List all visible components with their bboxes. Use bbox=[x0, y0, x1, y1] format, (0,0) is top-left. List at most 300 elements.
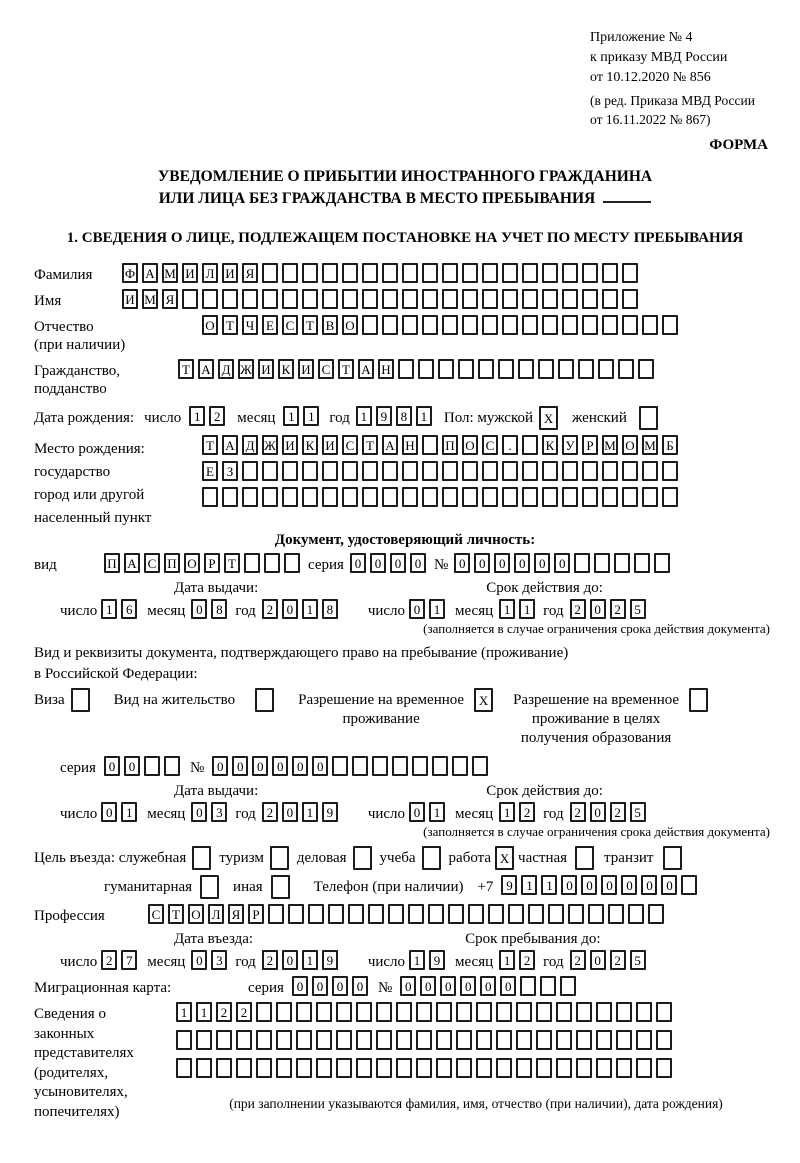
birth-place-row2-cells-cell-18[interactable] bbox=[562, 461, 578, 481]
profession-cells-cell-4[interactable]: Я bbox=[228, 904, 244, 924]
doc-expiry-year-cells-cell-0[interactable]: 2 bbox=[570, 599, 586, 619]
res-number-cells-cell-2[interactable]: 0 bbox=[252, 756, 268, 776]
res-issue-day-cells-cell-0[interactable]: 0 bbox=[101, 802, 117, 822]
birth-place-row1-cells-cell-3[interactable]: Ж bbox=[262, 435, 278, 455]
name-cells-cell-21[interactable] bbox=[542, 289, 558, 309]
citizenship-cells-cell-14[interactable] bbox=[458, 359, 474, 379]
citizenship-cells-cell-21[interactable] bbox=[598, 359, 614, 379]
temp-residence-checkbox-cell-0[interactable]: X bbox=[474, 688, 493, 712]
representatives-row3-cells-cell-24[interactable] bbox=[656, 1058, 672, 1078]
patronymic-cells-cell-16[interactable] bbox=[522, 315, 538, 335]
birth-place-row1-cells-cell-15[interactable]: . bbox=[502, 435, 518, 455]
birth-place-row3-cells-cell-2[interactable] bbox=[242, 487, 258, 507]
birth-place-row2-cells-cell-14[interactable] bbox=[482, 461, 498, 481]
birth-place-row2-cells-cell-10[interactable] bbox=[402, 461, 418, 481]
residence-permit-checkbox-cell-0[interactable] bbox=[255, 688, 274, 712]
citizenship-cells-cell-19[interactable] bbox=[558, 359, 574, 379]
birth-place-row3-cells-cell-7[interactable] bbox=[342, 487, 358, 507]
representatives-row2-cells-cell-10[interactable] bbox=[376, 1030, 392, 1050]
mig-series-cells-cell-2[interactable]: 0 bbox=[332, 976, 348, 996]
profession-cells-cell-11[interactable] bbox=[368, 904, 384, 924]
surname-cells-cell-13[interactable] bbox=[382, 263, 398, 283]
representatives-row1-cells-cell-5[interactable] bbox=[276, 1002, 292, 1022]
representatives-row1-cells-cell-6[interactable] bbox=[296, 1002, 312, 1022]
representatives-row3-cells-cell-5[interactable] bbox=[276, 1058, 292, 1078]
profession-cells-cell-20[interactable] bbox=[548, 904, 564, 924]
citizenship-cells-cell-0[interactable]: Т bbox=[178, 359, 194, 379]
patronymic-cells-cell-4[interactable]: С bbox=[282, 315, 298, 335]
res-issue-month-cells-cell-0[interactable]: 0 bbox=[191, 802, 207, 822]
res-issue-day-cells-cell-1[interactable]: 1 bbox=[121, 802, 137, 822]
citizenship-cells-cell-4[interactable]: И bbox=[258, 359, 274, 379]
name-cells-cell-2[interactable]: Я bbox=[162, 289, 178, 309]
representatives-row1-cells-cell-10[interactable] bbox=[376, 1002, 392, 1022]
res-expiry-day-cells-cell-0[interactable]: 0 bbox=[409, 802, 425, 822]
representatives-row3-cells-cell-23[interactable] bbox=[636, 1058, 652, 1078]
birth-place-row1-cells-cell-21[interactable]: О bbox=[622, 435, 638, 455]
name-cells-cell-5[interactable] bbox=[222, 289, 238, 309]
representatives-row3-cells-cell-19[interactable] bbox=[556, 1058, 572, 1078]
birth-place-row3-cells-cell-3[interactable] bbox=[262, 487, 278, 507]
entry-year-cells-cell-0[interactable]: 2 bbox=[262, 950, 278, 970]
birth-place-row1-cells-cell-4[interactable]: И bbox=[282, 435, 298, 455]
birth-place-row1-cells-cell-5[interactable]: К bbox=[302, 435, 318, 455]
mig-number-cells-cell-2[interactable]: 0 bbox=[440, 976, 456, 996]
birth-place-row2-cells-cell-1[interactable]: З bbox=[222, 461, 238, 481]
surname-cells-cell-23[interactable] bbox=[582, 263, 598, 283]
res-expiry-month-cells-cell-0[interactable]: 1 bbox=[499, 802, 515, 822]
entry-year-cells-cell-1[interactable]: 0 bbox=[282, 950, 298, 970]
representatives-row2-cells-cell-12[interactable] bbox=[416, 1030, 432, 1050]
doc-series-cells-cell-2[interactable]: 0 bbox=[390, 553, 406, 573]
res-number-cells-cell-13[interactable] bbox=[472, 756, 488, 776]
birth-place-row1-cells-cell-0[interactable]: Т bbox=[202, 435, 218, 455]
res-expiry-day-cells-cell-1[interactable]: 1 bbox=[429, 802, 445, 822]
representatives-row2-cells-cell-24[interactable] bbox=[656, 1030, 672, 1050]
res-series-cells-cell-0[interactable]: 0 bbox=[104, 756, 120, 776]
representatives-row3-cells-cell-15[interactable] bbox=[476, 1058, 492, 1078]
birth-place-row3-cells-cell-13[interactable] bbox=[462, 487, 478, 507]
birth-place-row1-cells-cell-20[interactable]: М bbox=[602, 435, 618, 455]
doc-expiry-day-cells-cell-1[interactable]: 1 bbox=[429, 599, 445, 619]
birth-place-row3-cells-cell-14[interactable] bbox=[482, 487, 498, 507]
surname-cells-cell-22[interactable] bbox=[562, 263, 578, 283]
patronymic-cells-cell-13[interactable] bbox=[462, 315, 478, 335]
entry-month-cells-cell-0[interactable]: 0 bbox=[191, 950, 207, 970]
representatives-row2-cells-cell-9[interactable] bbox=[356, 1030, 372, 1050]
birth-place-row3-cells-cell-9[interactable] bbox=[382, 487, 398, 507]
birth-place-row2-cells-cell-8[interactable] bbox=[362, 461, 378, 481]
name-cells-cell-22[interactable] bbox=[562, 289, 578, 309]
name-cells-cell-23[interactable] bbox=[582, 289, 598, 309]
surname-cells-cell-10[interactable] bbox=[322, 263, 338, 283]
entry-year-cells-cell-2[interactable]: 1 bbox=[302, 950, 318, 970]
name-cells-cell-25[interactable] bbox=[622, 289, 638, 309]
profession-cells-cell-19[interactable] bbox=[528, 904, 544, 924]
representatives-row2-cells-cell-1[interactable] bbox=[196, 1030, 212, 1050]
birth-place-row2-cells-cell-23[interactable] bbox=[662, 461, 678, 481]
patronymic-cells-cell-11[interactable] bbox=[422, 315, 438, 335]
birth-place-row1-cells-cell-7[interactable]: С bbox=[342, 435, 358, 455]
patronymic-cells-cell-23[interactable] bbox=[662, 315, 678, 335]
birth-place-row3-cells-cell-8[interactable] bbox=[362, 487, 378, 507]
res-expiry-year-cells-cell-1[interactable]: 0 bbox=[590, 802, 606, 822]
res-number-cells-cell-10[interactable] bbox=[412, 756, 428, 776]
surname-cells-cell-16[interactable] bbox=[442, 263, 458, 283]
profession-cells-cell-16[interactable] bbox=[468, 904, 484, 924]
birth-place-row1-cells-cell-22[interactable]: М bbox=[642, 435, 658, 455]
citizenship-cells-cell-16[interactable] bbox=[498, 359, 514, 379]
name-cells-cell-11[interactable] bbox=[342, 289, 358, 309]
doc-number-cells-cell-5[interactable]: 0 bbox=[554, 553, 570, 573]
phone-cells-cell-1[interactable]: 1 bbox=[521, 875, 537, 895]
patronymic-cells-cell-3[interactable]: Е bbox=[262, 315, 278, 335]
representatives-row1-cells-cell-12[interactable] bbox=[416, 1002, 432, 1022]
doc-series-cells-cell-3[interactable]: 0 bbox=[410, 553, 426, 573]
surname-cells-cell-8[interactable] bbox=[282, 263, 298, 283]
representatives-row2-cells-cell-0[interactable] bbox=[176, 1030, 192, 1050]
doc-series-cells-cell-0[interactable]: 0 bbox=[350, 553, 366, 573]
phone-cells-cell-8[interactable]: 0 bbox=[661, 875, 677, 895]
representatives-row1-cells-cell-14[interactable] bbox=[456, 1002, 472, 1022]
doc-series-cells-cell-1[interactable]: 0 bbox=[370, 553, 386, 573]
citizenship-cells-cell-10[interactable]: Н bbox=[378, 359, 394, 379]
representatives-row1-cells-cell-3[interactable]: 2 bbox=[236, 1002, 252, 1022]
patronymic-cells-cell-22[interactable] bbox=[642, 315, 658, 335]
birth-place-row1-cells-cell-8[interactable]: Т bbox=[362, 435, 378, 455]
mig-series-cells-cell-1[interactable]: 0 bbox=[312, 976, 328, 996]
profession-cells-cell-13[interactable] bbox=[408, 904, 424, 924]
birth-place-row1-cells-cell-16[interactable] bbox=[522, 435, 538, 455]
doc-type-cells-cell-8[interactable] bbox=[264, 553, 280, 573]
doc-number-cells-cell-2[interactable]: 0 bbox=[494, 553, 510, 573]
doc-issue-year-cells-cell-3[interactable]: 8 bbox=[322, 599, 338, 619]
patronymic-cells-cell-5[interactable]: Т bbox=[302, 315, 318, 335]
representatives-row3-cells-cell-20[interactable] bbox=[576, 1058, 592, 1078]
doc-type-cells-cell-6[interactable]: Т bbox=[224, 553, 240, 573]
birth-day-cells-cell-1[interactable]: 2 bbox=[209, 406, 225, 426]
representatives-row1-cells-cell-15[interactable] bbox=[476, 1002, 492, 1022]
representatives-row3-cells-cell-12[interactable] bbox=[416, 1058, 432, 1078]
purpose-tourism-checkbox-cell-0[interactable] bbox=[270, 846, 289, 870]
birth-place-row3-cells-cell-17[interactable] bbox=[542, 487, 558, 507]
profession-cells-cell-21[interactable] bbox=[568, 904, 584, 924]
birth-place-row3-cells-cell-0[interactable] bbox=[202, 487, 218, 507]
representatives-row3-cells-cell-16[interactable] bbox=[496, 1058, 512, 1078]
representatives-row3-cells-cell-14[interactable] bbox=[456, 1058, 472, 1078]
birth-month-cells-cell-1[interactable]: 1 bbox=[303, 406, 319, 426]
birth-place-row3-cells-cell-16[interactable] bbox=[522, 487, 538, 507]
representatives-row2-cells-cell-14[interactable] bbox=[456, 1030, 472, 1050]
name-cells-cell-20[interactable] bbox=[522, 289, 538, 309]
res-number-cells-cell-7[interactable] bbox=[352, 756, 368, 776]
representatives-row1-cells-cell-23[interactable] bbox=[636, 1002, 652, 1022]
profession-cells-cell-8[interactable] bbox=[308, 904, 324, 924]
citizenship-cells-cell-23[interactable] bbox=[638, 359, 654, 379]
profession-cells-cell-25[interactable] bbox=[648, 904, 664, 924]
mig-number-cells-cell-3[interactable]: 0 bbox=[460, 976, 476, 996]
res-issue-month-cells-cell-1[interactable]: 3 bbox=[211, 802, 227, 822]
phone-cells-cell-9[interactable] bbox=[681, 875, 697, 895]
representatives-row1-cells-cell-4[interactable] bbox=[256, 1002, 272, 1022]
res-number-cells-cell-1[interactable]: 0 bbox=[232, 756, 248, 776]
birth-place-row2-cells-cell-20[interactable] bbox=[602, 461, 618, 481]
phone-cells-cell-3[interactable]: 0 bbox=[561, 875, 577, 895]
birth-place-row2-cells-cell-19[interactable] bbox=[582, 461, 598, 481]
name-cells-cell-4[interactable] bbox=[202, 289, 218, 309]
patronymic-cells-cell-18[interactable] bbox=[562, 315, 578, 335]
stay-day-cells-cell-0[interactable]: 1 bbox=[409, 950, 425, 970]
mig-series-cells-cell-0[interactable]: 0 bbox=[292, 976, 308, 996]
name-cells-cell-10[interactable] bbox=[322, 289, 338, 309]
representatives-row2-cells-cell-13[interactable] bbox=[436, 1030, 452, 1050]
res-series-cells-cell-2[interactable] bbox=[144, 756, 160, 776]
name-cells-cell-14[interactable] bbox=[402, 289, 418, 309]
sex-male-checkbox-cell-0[interactable]: X bbox=[539, 406, 558, 430]
representatives-row1-cells-cell-7[interactable] bbox=[316, 1002, 332, 1022]
citizenship-cells-cell-3[interactable]: Ж bbox=[238, 359, 254, 379]
res-issue-year-cells-cell-2[interactable]: 1 bbox=[302, 802, 318, 822]
doc-issue-year-cells-cell-1[interactable]: 0 bbox=[282, 599, 298, 619]
name-cells-cell-7[interactable] bbox=[262, 289, 278, 309]
profession-cells-cell-3[interactable]: Л bbox=[208, 904, 224, 924]
doc-number-cells-cell-1[interactable]: 0 bbox=[474, 553, 490, 573]
res-issue-year-cells-cell-1[interactable]: 0 bbox=[282, 802, 298, 822]
name-cells-cell-1[interactable]: М bbox=[142, 289, 158, 309]
res-number-cells-cell-11[interactable] bbox=[432, 756, 448, 776]
representatives-row1-cells-cell-1[interactable]: 1 bbox=[196, 1002, 212, 1022]
birth-place-row2-cells-cell-7[interactable] bbox=[342, 461, 358, 481]
doc-expiry-year-cells-cell-1[interactable]: 0 bbox=[590, 599, 606, 619]
representatives-row2-cells-cell-7[interactable] bbox=[316, 1030, 332, 1050]
representatives-row3-cells-cell-0[interactable] bbox=[176, 1058, 192, 1078]
birth-place-row3-cells-cell-10[interactable] bbox=[402, 487, 418, 507]
surname-cells-cell-6[interactable]: Я bbox=[242, 263, 258, 283]
patronymic-cells-cell-6[interactable]: В bbox=[322, 315, 338, 335]
profession-cells-cell-17[interactable] bbox=[488, 904, 504, 924]
citizenship-cells-cell-6[interactable]: И bbox=[298, 359, 314, 379]
birth-place-row2-cells-cell-12[interactable] bbox=[442, 461, 458, 481]
surname-cells-cell-24[interactable] bbox=[602, 263, 618, 283]
surname-cells-cell-11[interactable] bbox=[342, 263, 358, 283]
birth-year-cells-cell-2[interactable]: 8 bbox=[396, 406, 412, 426]
purpose-official-checkbox-cell-0[interactable] bbox=[192, 846, 211, 870]
birth-place-row2-cells-cell-13[interactable] bbox=[462, 461, 478, 481]
birth-place-row1-cells-cell-2[interactable]: Д bbox=[242, 435, 258, 455]
doc-expiry-year-cells-cell-3[interactable]: 5 bbox=[630, 599, 646, 619]
surname-cells-cell-3[interactable]: И bbox=[182, 263, 198, 283]
citizenship-cells-cell-2[interactable]: Д bbox=[218, 359, 234, 379]
doc-issue-month-cells-cell-1[interactable]: 8 bbox=[211, 599, 227, 619]
surname-cells-cell-17[interactable] bbox=[462, 263, 478, 283]
birth-place-row3-cells-cell-18[interactable] bbox=[562, 487, 578, 507]
citizenship-cells-cell-1[interactable]: А bbox=[198, 359, 214, 379]
patronymic-cells-cell-21[interactable] bbox=[622, 315, 638, 335]
birth-place-row1-cells-cell-1[interactable]: А bbox=[222, 435, 238, 455]
representatives-row2-cells-cell-17[interactable] bbox=[516, 1030, 532, 1050]
res-expiry-year-cells-cell-3[interactable]: 5 bbox=[630, 802, 646, 822]
birth-place-row2-cells-cell-22[interactable] bbox=[642, 461, 658, 481]
patronymic-cells-cell-7[interactable]: О bbox=[342, 315, 358, 335]
representatives-row2-cells-cell-4[interactable] bbox=[256, 1030, 272, 1050]
representatives-row1-cells-cell-8[interactable] bbox=[336, 1002, 352, 1022]
name-cells-cell-0[interactable]: И bbox=[122, 289, 138, 309]
stay-year-cells-cell-2[interactable]: 2 bbox=[610, 950, 626, 970]
stay-year-cells-cell-1[interactable]: 0 bbox=[590, 950, 606, 970]
res-number-cells-cell-3[interactable]: 0 bbox=[272, 756, 288, 776]
mig-series-cells-cell-3[interactable]: 0 bbox=[352, 976, 368, 996]
surname-cells-cell-7[interactable] bbox=[262, 263, 278, 283]
representatives-row3-cells-cell-13[interactable] bbox=[436, 1058, 452, 1078]
purpose-humanitarian-checkbox-cell-0[interactable] bbox=[200, 875, 219, 899]
surname-cells-cell-4[interactable]: Л bbox=[202, 263, 218, 283]
surname-cells-cell-5[interactable]: И bbox=[222, 263, 238, 283]
representatives-row3-cells-cell-22[interactable] bbox=[616, 1058, 632, 1078]
surname-cells-cell-9[interactable] bbox=[302, 263, 318, 283]
res-expiry-year-cells-cell-2[interactable]: 2 bbox=[610, 802, 626, 822]
phone-cells-cell-6[interactable]: 0 bbox=[621, 875, 637, 895]
surname-cells-cell-25[interactable] bbox=[622, 263, 638, 283]
representatives-row2-cells-cell-19[interactable] bbox=[556, 1030, 572, 1050]
citizenship-cells-cell-17[interactable] bbox=[518, 359, 534, 379]
representatives-row3-cells-cell-7[interactable] bbox=[316, 1058, 332, 1078]
doc-expiry-month-cells-cell-0[interactable]: 1 bbox=[499, 599, 515, 619]
doc-expiry-day-cells-cell-0[interactable]: 0 bbox=[409, 599, 425, 619]
doc-number-cells-cell-9[interactable] bbox=[634, 553, 650, 573]
patronymic-cells-cell-0[interactable]: О bbox=[202, 315, 218, 335]
representatives-row3-cells-cell-11[interactable] bbox=[396, 1058, 412, 1078]
res-issue-year-cells-cell-3[interactable]: 9 bbox=[322, 802, 338, 822]
patronymic-cells-cell-2[interactable]: Ч bbox=[242, 315, 258, 335]
surname-cells-cell-1[interactable]: А bbox=[142, 263, 158, 283]
representatives-row1-cells-cell-11[interactable] bbox=[396, 1002, 412, 1022]
doc-expiry-month-cells-cell-1[interactable]: 1 bbox=[519, 599, 535, 619]
representatives-row1-cells-cell-19[interactable] bbox=[556, 1002, 572, 1022]
representatives-row2-cells-cell-16[interactable] bbox=[496, 1030, 512, 1050]
birth-year-cells-cell-3[interactable]: 1 bbox=[416, 406, 432, 426]
name-cells-cell-3[interactable] bbox=[182, 289, 198, 309]
surname-cells-cell-20[interactable] bbox=[522, 263, 538, 283]
stay-month-cells-cell-1[interactable]: 2 bbox=[519, 950, 535, 970]
birth-place-row2-cells-cell-17[interactable] bbox=[542, 461, 558, 481]
representatives-row3-cells-cell-3[interactable] bbox=[236, 1058, 252, 1078]
representatives-row3-cells-cell-18[interactable] bbox=[536, 1058, 552, 1078]
representatives-row2-cells-cell-3[interactable] bbox=[236, 1030, 252, 1050]
birth-place-row2-cells-cell-9[interactable] bbox=[382, 461, 398, 481]
stay-year-cells-cell-3[interactable]: 5 bbox=[630, 950, 646, 970]
mig-number-cells-cell-1[interactable]: 0 bbox=[420, 976, 436, 996]
stay-day-cells-cell-1[interactable]: 9 bbox=[429, 950, 445, 970]
phone-cells-cell-7[interactable]: 0 bbox=[641, 875, 657, 895]
patronymic-cells-cell-19[interactable] bbox=[582, 315, 598, 335]
birth-place-row3-cells-cell-11[interactable] bbox=[422, 487, 438, 507]
doc-issue-year-cells-cell-0[interactable]: 2 bbox=[262, 599, 278, 619]
name-cells-cell-8[interactable] bbox=[282, 289, 298, 309]
profession-cells-cell-22[interactable] bbox=[588, 904, 604, 924]
name-cells-cell-9[interactable] bbox=[302, 289, 318, 309]
representatives-row1-cells-cell-24[interactable] bbox=[656, 1002, 672, 1022]
surname-cells-cell-12[interactable] bbox=[362, 263, 378, 283]
profession-cells-cell-7[interactable] bbox=[288, 904, 304, 924]
birth-place-row3-cells-cell-1[interactable] bbox=[222, 487, 238, 507]
birth-place-row1-cells-cell-12[interactable]: П bbox=[442, 435, 458, 455]
patronymic-cells-cell-9[interactable] bbox=[382, 315, 398, 335]
birth-place-row1-cells-cell-11[interactable] bbox=[422, 435, 438, 455]
birth-place-row2-cells-cell-0[interactable]: Е bbox=[202, 461, 218, 481]
stay-year-cells-cell-0[interactable]: 2 bbox=[570, 950, 586, 970]
name-cells-cell-12[interactable] bbox=[362, 289, 378, 309]
phone-cells-cell-4[interactable]: 0 bbox=[581, 875, 597, 895]
representatives-row1-cells-cell-20[interactable] bbox=[576, 1002, 592, 1022]
res-number-cells-cell-8[interactable] bbox=[372, 756, 388, 776]
res-expiry-year-cells-cell-0[interactable]: 2 bbox=[570, 802, 586, 822]
res-number-cells-cell-9[interactable] bbox=[392, 756, 408, 776]
profession-cells-cell-24[interactable] bbox=[628, 904, 644, 924]
mig-number-cells-cell-7[interactable] bbox=[540, 976, 556, 996]
birth-place-row2-cells-cell-5[interactable] bbox=[302, 461, 318, 481]
name-cells-cell-6[interactable] bbox=[242, 289, 258, 309]
representatives-row2-cells-cell-18[interactable] bbox=[536, 1030, 552, 1050]
doc-type-cells-cell-1[interactable]: А bbox=[124, 553, 140, 573]
surname-cells-cell-2[interactable]: М bbox=[162, 263, 178, 283]
doc-type-cells-cell-2[interactable]: С bbox=[144, 553, 160, 573]
birth-place-row1-cells-cell-23[interactable]: Б bbox=[662, 435, 678, 455]
birth-place-row2-cells-cell-3[interactable] bbox=[262, 461, 278, 481]
res-expiry-month-cells-cell-1[interactable]: 2 bbox=[519, 802, 535, 822]
purpose-business-checkbox-cell-0[interactable] bbox=[353, 846, 372, 870]
citizenship-cells-cell-15[interactable] bbox=[478, 359, 494, 379]
mig-number-cells-cell-5[interactable]: 0 bbox=[500, 976, 516, 996]
representatives-row1-cells-cell-13[interactable] bbox=[436, 1002, 452, 1022]
res-series-cells-cell-3[interactable] bbox=[164, 756, 180, 776]
purpose-transit-checkbox-cell-0[interactable] bbox=[663, 846, 682, 870]
representatives-row2-cells-cell-21[interactable] bbox=[596, 1030, 612, 1050]
mig-number-cells-cell-6[interactable] bbox=[520, 976, 536, 996]
citizenship-cells-cell-7[interactable]: С bbox=[318, 359, 334, 379]
patronymic-cells-cell-8[interactable] bbox=[362, 315, 378, 335]
birth-place-row2-cells-cell-2[interactable] bbox=[242, 461, 258, 481]
surname-cells-cell-21[interactable] bbox=[542, 263, 558, 283]
mig-number-cells-cell-4[interactable]: 0 bbox=[480, 976, 496, 996]
profession-cells-cell-0[interactable]: С bbox=[148, 904, 164, 924]
mig-number-cells-cell-0[interactable]: 0 bbox=[400, 976, 416, 996]
birth-place-row1-cells-cell-17[interactable]: К bbox=[542, 435, 558, 455]
representatives-row3-cells-cell-4[interactable] bbox=[256, 1058, 272, 1078]
profession-cells-cell-1[interactable]: Т bbox=[168, 904, 184, 924]
patronymic-cells-cell-14[interactable] bbox=[482, 315, 498, 335]
patronymic-cells-cell-17[interactable] bbox=[542, 315, 558, 335]
res-series-cells-cell-1[interactable]: 0 bbox=[124, 756, 140, 776]
representatives-row3-cells-cell-17[interactable] bbox=[516, 1058, 532, 1078]
phone-cells-cell-5[interactable]: 0 bbox=[601, 875, 617, 895]
citizenship-cells-cell-12[interactable] bbox=[418, 359, 434, 379]
res-number-cells-cell-12[interactable] bbox=[452, 756, 468, 776]
birth-place-row2-cells-cell-16[interactable] bbox=[522, 461, 538, 481]
representatives-row3-cells-cell-21[interactable] bbox=[596, 1058, 612, 1078]
doc-type-cells-cell-5[interactable]: Р bbox=[204, 553, 220, 573]
res-number-cells-cell-5[interactable]: 0 bbox=[312, 756, 328, 776]
res-number-cells-cell-0[interactable]: 0 bbox=[212, 756, 228, 776]
doc-issue-month-cells-cell-0[interactable]: 0 bbox=[191, 599, 207, 619]
doc-number-cells-cell-8[interactable] bbox=[614, 553, 630, 573]
citizenship-cells-cell-9[interactable]: А bbox=[358, 359, 374, 379]
phone-cells-cell-2[interactable]: 1 bbox=[541, 875, 557, 895]
doc-number-cells-cell-3[interactable]: 0 bbox=[514, 553, 530, 573]
res-issue-year-cells-cell-0[interactable]: 2 bbox=[262, 802, 278, 822]
citizenship-cells-cell-20[interactable] bbox=[578, 359, 594, 379]
phone-cells-cell-0[interactable]: 9 bbox=[501, 875, 517, 895]
profession-cells-cell-15[interactable] bbox=[448, 904, 464, 924]
